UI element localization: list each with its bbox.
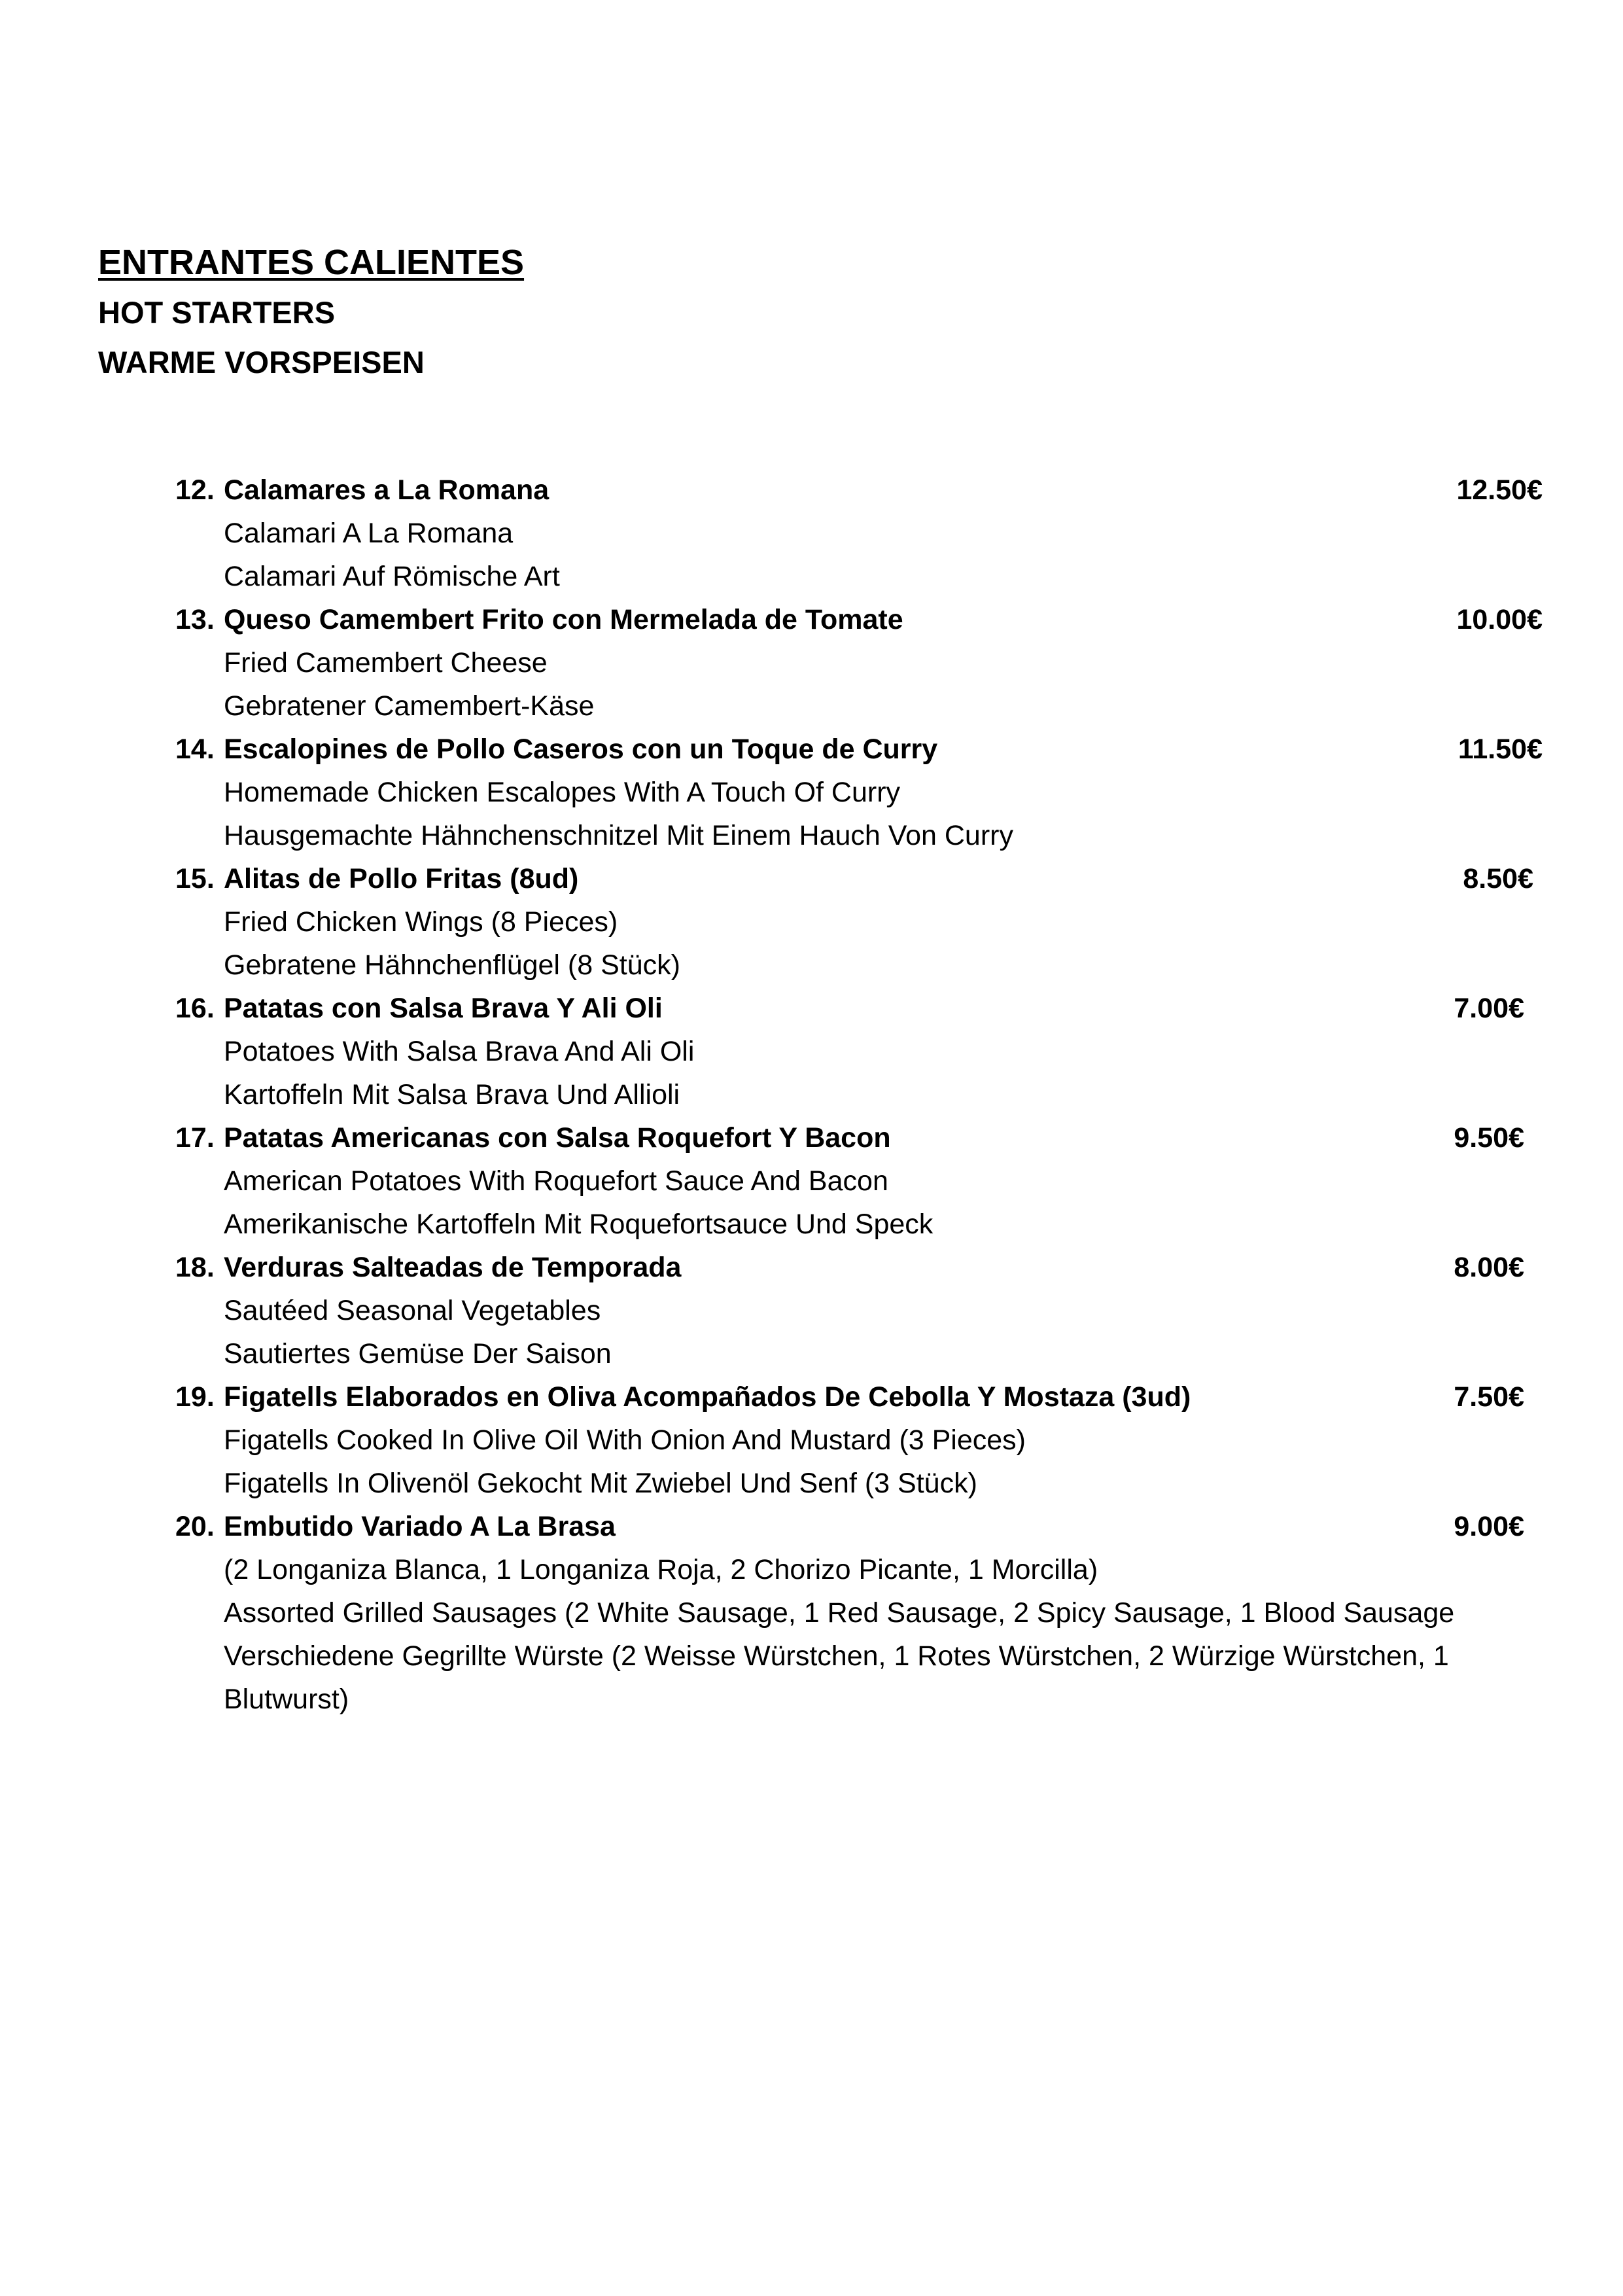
menu-item [175, 728, 1543, 857]
section-subtitle-english: HOT STARTERS [98, 295, 336, 330]
menu-item-german: Gebratener Camembert-Käse [224, 690, 595, 722]
menu-item-number: 19. [175, 1381, 215, 1413]
menu-item-price: 7.00€ [1454, 993, 1524, 1024]
menu-item-price: 9.00€ [1454, 1511, 1524, 1542]
menu-item-name: Patatas Americanas con Salsa Roquefort Y Bacon [224, 1122, 891, 1154]
menu-item-german: Calamari Auf Römische Art [224, 561, 560, 592]
menu-item-german-continued: Blutwurst) [224, 1684, 349, 1715]
menu-item-number: 16. [175, 993, 215, 1024]
menu-item-header [175, 598, 1543, 641]
menu-item-german: Amerikanische Kartoffeln Mit Roquefortsauce Und Speck [224, 1209, 934, 1240]
menu-item-english: Sautéed Seasonal Vegetables [224, 1295, 601, 1326]
menu-item [175, 987, 1543, 1116]
menu-item [175, 857, 1543, 987]
menu-item [175, 1505, 1543, 1721]
menu-item-price: 11.50€ [1457, 733, 1543, 765]
menu-item-number: 18. [175, 1252, 215, 1283]
menu-item-header [175, 857, 1543, 900]
menu-item [175, 1375, 1543, 1505]
menu-item-english: Potatoes With Salsa Brava And Ali Oli [224, 1036, 695, 1067]
menu-item-german: Hausgemachte Hähnchenschnitzel Mit Einem Hauch Von Curry [224, 820, 1013, 851]
menu-item-spanish-detail: (2 Longaniza Blanca, 1 Longaniza Roja, 2 Chorizo Picante, 1 Morcilla) [224, 1554, 1098, 1585]
menu-item-number: 13. [175, 604, 215, 635]
menu-item-name: Escalopines de Pollo Caseros con un Toque de Curry [224, 733, 938, 765]
menu-item-english: Fried Camembert Cheese [224, 647, 548, 679]
menu-item-number: 15. [175, 863, 215, 894]
menu-item-english: Assorted Grilled Sausages (2 White Sausage, 1 Red Sausage, 2 Spicy Sausage, 1 Blood Sausage [224, 1597, 1455, 1629]
menu-item [175, 598, 1543, 728]
menu-item-header [175, 1246, 1543, 1289]
menu-item-name: Patatas con Salsa Brava Y Ali Oli [224, 993, 663, 1024]
menu-item-price: 12.50€ [1456, 474, 1543, 506]
menu-header [98, 237, 524, 387]
menu-item-english: Calamari A La Romana [224, 518, 514, 549]
menu-item-header [175, 1505, 1543, 1548]
menu-item-english: American Potatoes With Roquefort Sauce And Bacon [224, 1165, 888, 1197]
menu-item-number: 14. [175, 733, 215, 765]
menu-item-number: 20. [175, 1511, 215, 1542]
section-subtitle-german: WARME VORSPEISEN [98, 345, 425, 380]
menu-item-english: Homemade Chicken Escalopes With A Touch Of Curry [224, 777, 901, 808]
menu-item-name: Verduras Salteadas de Temporada [224, 1252, 682, 1283]
menu-item-english: Figatells Cooked In Olive Oil With Onion And Mustard (3 Pieces) [224, 1424, 1026, 1456]
menu-item-german: Sautiertes Gemüse Der Saison [224, 1338, 612, 1369]
menu-item-price: 8.00€ [1454, 1252, 1524, 1283]
menu-item-header [175, 468, 1543, 512]
menu-item-price: 7.50€ [1454, 1381, 1524, 1413]
menu-item-german: Kartoffeln Mit Salsa Brava Und Allioli [224, 1079, 680, 1110]
menu-item-german: Figatells In Olivenöl Gekocht Mit Zwiebel Und Senf (3 Stück) [224, 1468, 977, 1499]
menu-item-number: 17. [175, 1122, 215, 1154]
menu-item-header [175, 987, 1543, 1030]
menu-item-header [175, 728, 1543, 771]
menu-item-name: Calamares a La Romana [224, 474, 550, 506]
menu-item-header [175, 1375, 1543, 1419]
menu-item-english: Fried Chicken Wings (8 Pieces) [224, 906, 618, 938]
menu-item-name: Embutido Variado A La Brasa [224, 1511, 616, 1542]
menu-item [175, 1246, 1543, 1375]
menu-item-header [175, 1116, 1543, 1159]
menu-item-name: Figatells Elaborados en Oliva Acompañados De Cebolla Y Mostaza (3ud) [224, 1381, 1191, 1413]
menu-item-number: 12. [175, 474, 215, 506]
menu-item-price: 9.50€ [1454, 1122, 1524, 1154]
menu-item-german: Gebratene Hähnchenflügel (8 Stück) [224, 949, 680, 981]
section-title: ENTRANTES CALIENTES [98, 243, 525, 282]
menu-item-name: Queso Camembert Frito con Mermelada de Tomate [224, 604, 903, 635]
menu-item-price: 10.00€ [1456, 604, 1543, 635]
menu-item [175, 1116, 1543, 1246]
menu-item-name: Alitas de Pollo Fritas (8ud) [224, 863, 579, 894]
menu-item-german: Verschiedene Gegrillte Würste (2 Weisse Würstchen, 1 Rotes Würstchen, 2 Würzige Würstchen, 1 [224, 1640, 1449, 1672]
menu-list [175, 468, 1543, 1721]
menu-item-price: 8.50€ [1463, 863, 1533, 894]
menu-item [175, 468, 1543, 598]
